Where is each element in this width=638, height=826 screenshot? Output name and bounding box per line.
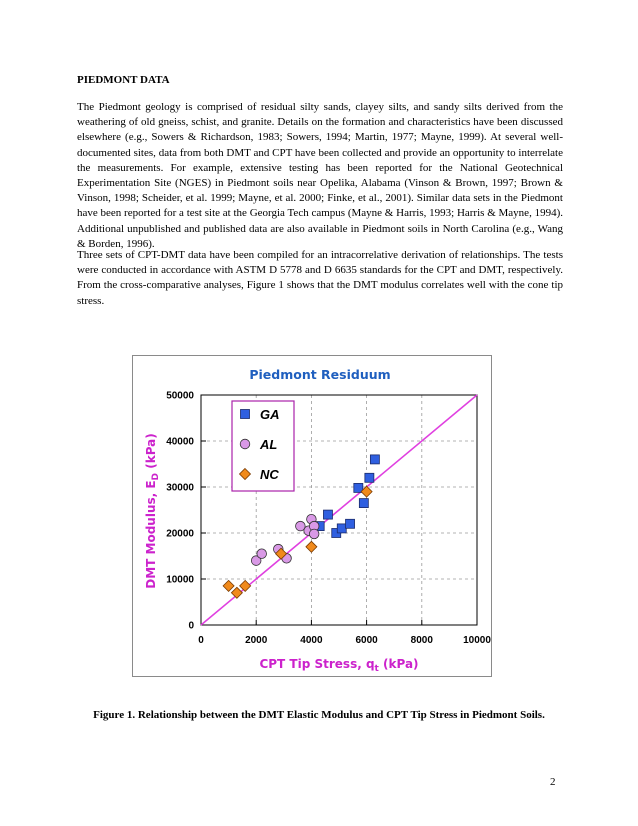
data-point-ga [365,473,374,482]
legend-label-nc: NC [260,467,279,482]
scatter-chart [133,356,491,676]
data-point-nc [231,587,242,598]
data-point-ga [359,499,368,508]
y-tick-label: 30000 [166,482,194,494]
data-point-nc [223,580,234,591]
page-number: 2 [550,776,556,788]
body-paragraph-2: Three sets of CPT-DMT data have been compiled for an intracorrelative derivation of relationships. The tests were conducted in accordance with ASTM D 5778 and D 6635 standards for the CPT and DMT, respectively. From the cross-comparative analyses, Figure 1 shows that the DMT modulus correlates well with the cone tip stress. [77,249,563,307]
legend-label-al: AL [260,437,278,452]
data-point-al [257,549,267,559]
data-point-nc [240,580,251,591]
x-tick-label: 0 [198,635,204,646]
data-point-ga [323,510,332,519]
chart-title: Piedmont Residuum [249,367,391,382]
x-tick-label: 10000 [463,635,491,646]
y-tick-label: 20000 [166,528,194,540]
y-tick-label: 0 [188,620,194,632]
x-tick-label: 4000 [300,635,323,646]
y-tick-label: 40000 [166,436,194,448]
y-tick-label: 10000 [166,574,194,586]
x-axis-label: CPT Tip Stress, $q_t$ (kPa) [259,657,419,674]
x-tick-label: 6000 [355,635,378,646]
legend-label-ga: GA [260,407,280,422]
section-heading: PIEDMONT DATA [77,74,170,86]
data-point-al [309,529,319,539]
figure-caption: Figure 1. Relationship between the DMT Elastic Modulus and CPT Tip Stress in Piedmont Soils. [93,709,545,721]
data-point-ga [337,524,346,533]
legend-marker-al [240,439,250,449]
x-tick-label: 8000 [410,635,433,646]
y-axis-label: DMT Modulus, $E_D$ (kPa) [144,433,161,589]
data-point-ga [346,519,355,528]
data-point-nc [306,541,317,552]
body-paragraph-1: The Piedmont geology is comprised of residual silty sands, clayey silts, and sandy silts derived from the weathering of old gneiss, schist, and granite. Details on the formation and characteristics have been discussed elsewhere (e.g., Sowers & Richardson, 1983; Sowers, 1994; Martin, 1977; Mayne, 1999). At several well-documented sites, data from both DMT and CPT have been collected and provide an opportunity to interrelate the measurements. For example, extensive testing has been reported for the National Geotechnical Experimentation Site (NGES) in Piedmont soils near Opelika, Alabama (Vinson & Brown, 1997; Brown & Vinson, 1998; Scheider, et al. 1999; Mayne, et al. 2000; Finke, et al., 2001). Similar data sets in the Piedmont have been reported for a test site at the Georgia Tech campus (Mayne & Harris, 1993; Harris & Mayne, 1994). Additional unpublished and published data are also available in Piedmont soils in North Carolina (e.g., Wang & Borden, 1996). [77,101,563,250]
legend-marker-ga [241,410,250,419]
data-point-ga [370,455,379,464]
x-tick-label: 2000 [245,635,268,646]
figure-1-chart-frame [132,355,492,677]
y-tick-label: 50000 [166,390,194,402]
